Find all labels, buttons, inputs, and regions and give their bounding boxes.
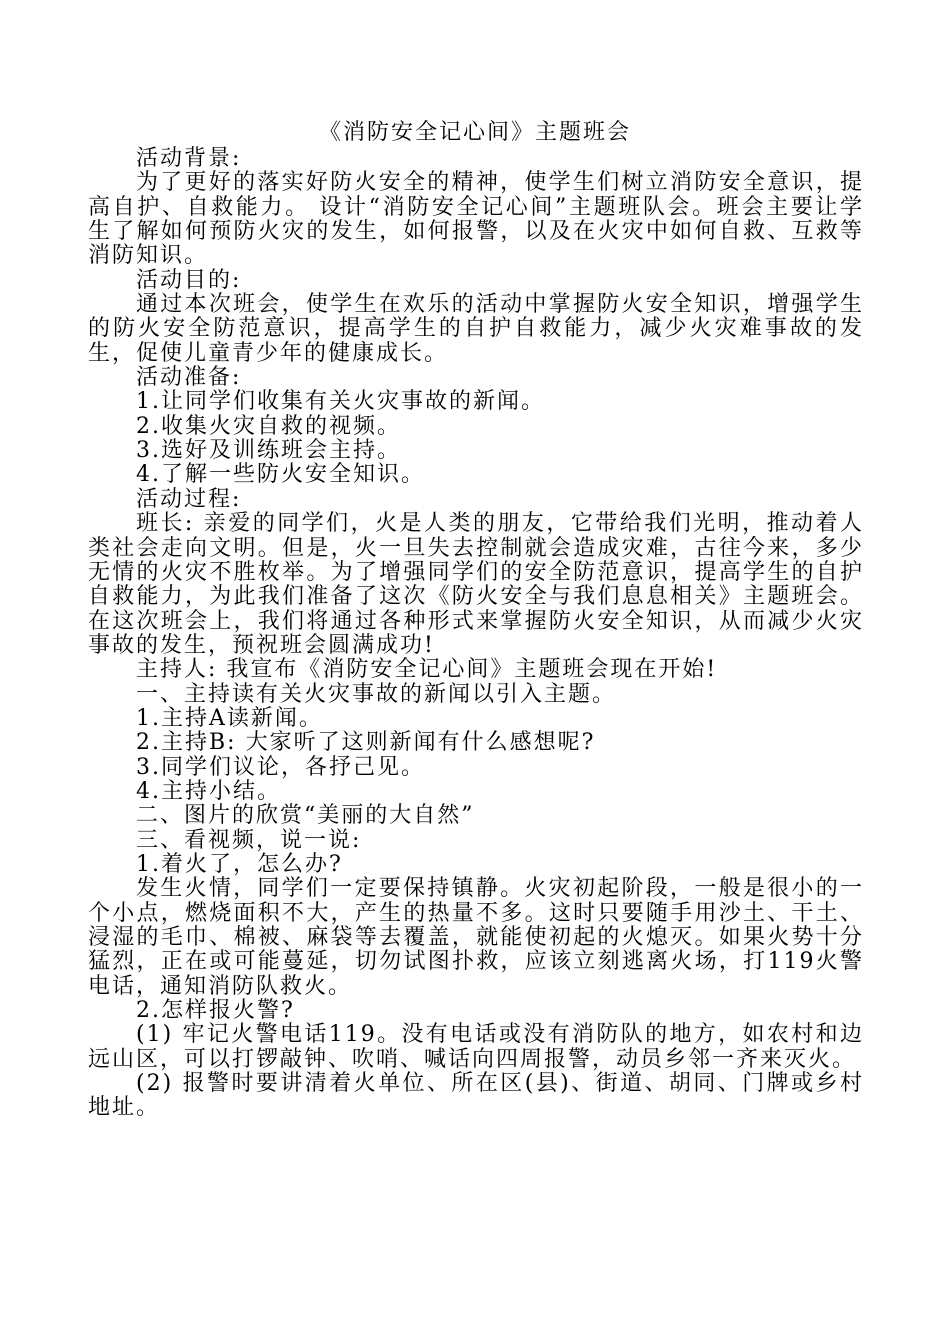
list-item: 2.收集火灾自救的视频。 bbox=[136, 413, 401, 439]
paragraph-purpose: 通过本次班会，使学生在欢乐的活动中掌握防火安全知识，增强学生的防火安全防范意识，提高学生的自护自救能力，减少火灾难事故的发生，促使儿童青少年的健康成长。 bbox=[88, 292, 864, 366]
subsection-heading-1: 一、主持读有关火灾事故的新闻以引入主题。 bbox=[136, 681, 617, 707]
paragraph-alarm-1: (1) 牢记火警电话119。没有电话或没有消防队的地方，如农村和边远山区，可以打锣敲钟、吹哨、喊话向四周报警，动员乡邻一齐来灭火。 bbox=[88, 1022, 864, 1072]
subsection-heading-3: 三、看视频，说一说: bbox=[136, 827, 362, 853]
section-heading-purpose: 活动目的: bbox=[136, 267, 242, 293]
list-item: 2.怎样报火警? bbox=[136, 998, 295, 1024]
list-item: 3.同学们议论，各抒己见。 bbox=[136, 754, 425, 780]
list-item: 4.主持小结。 bbox=[136, 778, 281, 804]
section-heading-preparation: 活动准备: bbox=[136, 365, 242, 391]
list-item: 1.主持A读新闻。 bbox=[136, 705, 323, 731]
subsection-heading-2: 二、图片的欣赏“美丽的大自然” bbox=[136, 803, 475, 829]
section-heading-background: 活动背景: bbox=[136, 146, 242, 171]
document-body bbox=[88, 147, 864, 1121]
list-item: 1.着火了，怎么办? bbox=[136, 851, 343, 877]
list-item: 3.选好及训练班会主持。 bbox=[136, 438, 401, 464]
paragraph-background: 为了更好的落实好防火安全的精神，使学生们树立消防安全意识，提高自护、自救能力。 设计“消防安全记心间”主题班队会。班会主要让学生了解如何预防火灾的发生，如何报警，以及在火灾中如何自救、互救等消防知识。 bbox=[88, 170, 864, 269]
paragraph-monitor-speech: 班长: 亲爱的同学们，火是人类的朋友，它带给我们光明，推动着人类社会走向文明。但是，火一旦失去控制就会造成灾难，古往今来，多少无情的火灾不胜枚举。为了增强同学们的安全防范意识，提高学生的自护自救能力，为此我们准备了这次《防火安全与我们息息相关》主题班会。在这次班会上，我们将通过各种形式来掌握防火安全知识，从而减少火灾事故的发生，预祝班会圆满成功! bbox=[88, 511, 864, 658]
list-item: 4.了解一些防火安全知识。 bbox=[136, 462, 425, 488]
document-title: 《消防安全记心间》主题班会 bbox=[318, 120, 631, 145]
list-item: 1.让同学们收集有关火灾事故的新闻。 bbox=[136, 389, 545, 415]
paragraph-fire-response: 发生火情，同学们一定要保持镇静。火灾初起阶段，一般是很小的一个小点，燃烧面积不大，产生的热量不多。这时只要随手用沙土、干土、浸湿的毛巾、棉被、麻袋等去覆盖，就能使初起的火熄灭。如果火势十分猛烈，正在或可能蔓延，切勿试图扑救，应该立刻逃离火场，打119火警电话，通知消防队救火。 bbox=[88, 876, 864, 999]
section-heading-process: 活动过程: bbox=[136, 486, 242, 512]
list-item: 2.主持B: 大家听了这则新闻有什么感想呢? bbox=[136, 730, 596, 756]
paragraph-host-announcement: 主持人: 我宣布《消防安全记心间》主题班会现在开始! bbox=[136, 657, 718, 683]
paragraph-alarm-2: (2) 报警时要讲清着火单位、所在区(县)、街道、胡同、门牌或乡村地址。 bbox=[88, 1071, 864, 1121]
